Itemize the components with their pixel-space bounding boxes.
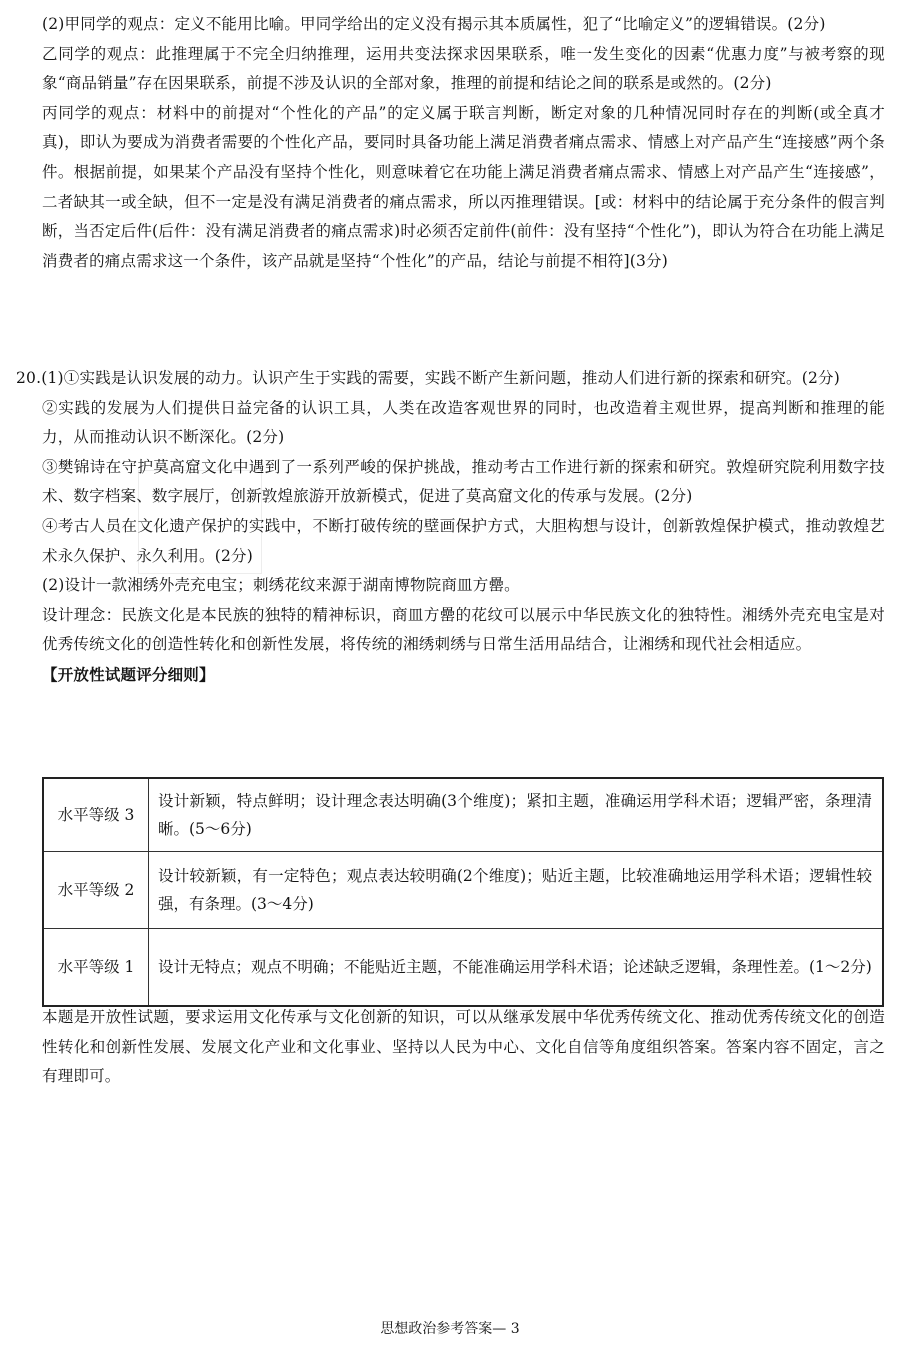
q20-item1: 20.(1)①实践是认识发展的动力。认识产生于实践的需要，实践不断产生新问题，推动人们进行新的探索和研究。(2分): [16, 369, 840, 387]
rubric-level: 水平等级 3: [43, 778, 149, 852]
rubric-heading: 【开放性试题评分细则】: [42, 664, 215, 684]
rubric-desc: 设计较新颖，有一定特色；观点表达较明确(2个维度)；贴近主题，比较准确地运用学科术语；逻辑性较强，有条理。(3～4分): [149, 852, 884, 929]
rubric-row: [43, 929, 883, 1007]
q20-concept: 设计理念：民族文化是本民族的独特的精神标识，商皿方罍的花纹可以展示中华民族文化的独特性。湘绣外壳充电宝是对优秀传统文化的创造性转化和创新性发展，将传统的湘绣刺绣与日常生活用品结合，让湘绣和现代社会相适应。: [42, 605, 885, 654]
rubric-desc: 设计无特点；观点不明确；不能贴近主题，不能准确运用学科术语；论述缺乏逻辑，条理性差。(1～2分): [149, 929, 884, 1007]
q20-section: [16, 364, 885, 690]
q20-part2: (2)设计一款湘绣外壳充电宝；刺绣花纹来源于湖南博物院商皿方罍。: [42, 576, 520, 595]
rubric-level: 水平等级 1: [43, 929, 149, 1007]
q19-section: [42, 10, 885, 276]
q20-item2: ②实践的发展为人们提供日益完备的认识工具，人类在改造客观世界的同时，也改造着主观世界，提高判断和推理的能力，从而推动认识不断深化。(2分): [42, 398, 885, 447]
page-footer: 思想政治参考答案— 3: [380, 1321, 520, 1337]
rubric-level: 水平等级 2: [43, 852, 149, 929]
rubric-row: [43, 852, 883, 929]
q19-jia-paragraph: (2)甲同学的观点：定义不能用比喻。甲同学给出的定义没有揭示其本质属性，犯了“比喻定义”的逻辑错误。(2分): [42, 15, 826, 33]
q20-closing-paragraph: 本题是开放性试题，要求运用文化传承与文化创新的知识，可以从继承发展中华优秀传统文化、推动优秀传统文化的创造性转化和创新性发展、发展文化产业和文化事业、坚持以人民为中心、文化自信等角度组织答案。答案内容不固定，言之有理即可。: [42, 1008, 885, 1086]
rubric-table: [42, 777, 884, 1007]
rubric-desc: 设计新颖，特点鲜明；设计理念表达明确(3个维度)；紧扣主题，准确运用学科术语；逻辑严密，条理清晰。(5～6分): [149, 778, 884, 852]
q19-yi-paragraph: 乙同学的观点：此推理属于不完全归纳推理，运用共变法探求因果联系，唯一发生变化的因素“优惠力度”与被考察的现象“商品销量”存在因果联系，前提不涉及认识的全部对象，推理的前提和结论之间的联系是或然的。(2分): [42, 44, 885, 93]
q20-item3: ③樊锦诗在守护莫高窟文化中遇到了一系列严峻的保护挑战，推动考古工作进行新的探索和研究。敦煌研究院利用数字技术、数字档案、数字展厅，创新敦煌旅游开放新模式，促进了莫高窟文化的传承与发展。(2分): [42, 457, 885, 506]
rubric-row: [43, 778, 883, 852]
q19-bing-paragraph: 丙同学的观点：材料中的前提对“个性化的产品”的定义属于联言判断，断定对象的几种情况同时存在的判断(或全真才真)，即认为要成为消费者需要的个性化产品，要同时具备功能上满足消费者痛点需求、情感上对产品产生“连接感”两个条件。根据前提，如果某个产品没有坚持个性化，则意味着它在功能上满足消费者痛点需求、情感上对产品产生“连接感”，二者缺其一或全缺，但不一定是没有满足消费者的痛点需求，所以丙推理错误。[或：材料中的结论属于充分条件的假言判断，当否定后件(后件：没有满足消费者的痛点需求)时必须否定前件(前件：没有坚持“个性化”)，即认为符合在功能上满足消费者的痛点需求这一个条件，该产品就是坚持“个性化”的产品，结论与前提不相符](3分): [42, 103, 885, 270]
q20-item4: ④考古人员在文化遗产保护的实践中，不断打破传统的壁画保护方式，大胆构想与设计，创新敦煌保护模式，推动敦煌艺术永久保护、永久利用。(2分): [42, 516, 885, 565]
